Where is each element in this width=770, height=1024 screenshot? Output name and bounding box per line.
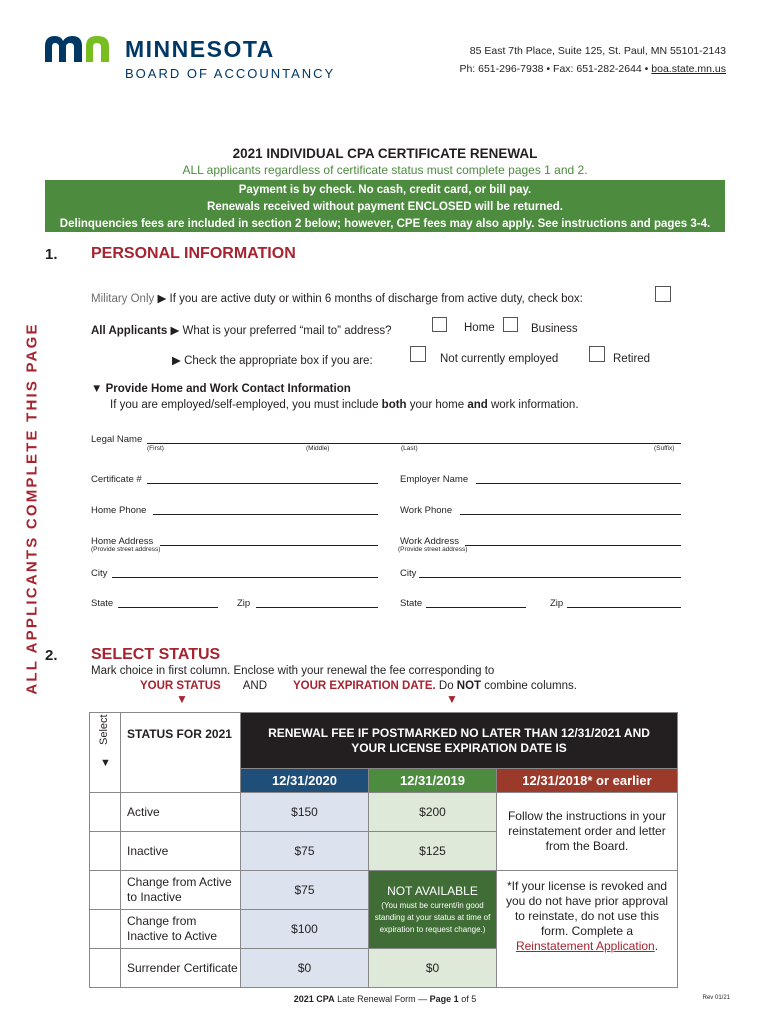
arrow-down-icon: ▼ — [91, 383, 103, 395]
not-label: NOT — [456, 680, 482, 692]
select-cell-active[interactable] — [90, 793, 121, 832]
mailto-question: What is your preferred “mail to” address? — [182, 325, 392, 337]
employer-line[interactable] — [476, 483, 681, 484]
payment-banner — [45, 180, 725, 232]
work-zip-label: Zip — [550, 598, 564, 609]
select-cell-inactive[interactable] — [90, 832, 121, 871]
form-subtitle: ALL applicants regardless of certificate status must complete pages 1 and 2. — [182, 163, 588, 177]
arrow-right-icon: ▶ — [172, 355, 181, 367]
your-expiration-label: YOUR EXPIRATION DATE. — [293, 680, 436, 692]
table-row — [90, 871, 678, 910]
status-header: STATUS FOR 2021 — [121, 713, 241, 793]
arrow-right-icon: ▶ — [170, 325, 180, 337]
military-label: Military Only — [91, 293, 155, 305]
not-available-cell — [369, 871, 497, 949]
work-phone-line[interactable] — [460, 514, 681, 515]
military-row — [91, 291, 583, 305]
your-status-label: YOUR STATUS — [140, 680, 221, 692]
select-cell-change-active[interactable] — [90, 910, 121, 949]
home-label: Home — [464, 322, 495, 334]
arrow-down-icon: ▼ — [446, 692, 458, 706]
contact-note — [110, 399, 579, 411]
fee-cell: $200 — [369, 793, 497, 832]
home-address-line[interactable] — [160, 545, 378, 546]
select-label: Select — [98, 714, 110, 745]
home-city-line[interactable] — [112, 577, 378, 578]
business-checkbox[interactable] — [503, 317, 518, 332]
banner-line: Renewals received without payment ENCLOSED will be returned. — [207, 201, 563, 213]
status-cell: Inactive — [121, 832, 241, 871]
status-cell: Change from Active to Inactive — [121, 871, 241, 910]
status-cell: Active — [121, 793, 241, 832]
select-cell-surrender[interactable] — [90, 949, 121, 988]
form-title: 2021 INDIVIDUAL CPA CERTIFICATE RENEWAL — [232, 146, 538, 161]
footer-page: Page 1 — [429, 994, 459, 1004]
work-address-label: Work Address — [400, 536, 459, 547]
fee-cell: $75 — [241, 832, 369, 871]
middle-hint: (Middle) — [306, 445, 330, 452]
home-state-line[interactable] — [118, 607, 218, 608]
website-link[interactable]: boa.state.mn.us — [651, 63, 726, 75]
table-row — [90, 793, 678, 832]
legal-name-line[interactable] — [147, 443, 681, 444]
status-check-text: Check the appropriate box if you are: — [184, 355, 373, 367]
status-instructions-2 — [140, 680, 577, 692]
retired-label: Retired — [613, 353, 651, 365]
home-street-hint: (Provide street address) — [91, 546, 161, 553]
phone-fax: Ph: 651-296-7938 • Fax: 651-282-2644 • — [459, 63, 652, 75]
section-1-heading: PERSONAL INFORMATION — [91, 245, 296, 262]
and-label: AND — [242, 680, 267, 692]
fee-cell: $150 — [241, 793, 369, 832]
banner-line: Delinquencies fees are included in section 2 below; however, CPE fees may also apply. See instructions and pages 3-4. — [59, 218, 711, 230]
fee-header: RENEWAL FEE IF POSTMARKED NO LATER THAN 12/31/2021 AND YOUR LICENSE EXPIRATION DATE IS — [241, 713, 678, 769]
work-address-line[interactable] — [465, 545, 681, 546]
status-instructions: Mark choice in first column. Enclose with your renewal the fee corresponding to — [91, 665, 495, 677]
contact-note-part: If you are employed/self-employed, you must include — [110, 399, 382, 411]
work-street-hint: (Provide street address) — [398, 546, 468, 553]
retired-checkbox[interactable] — [589, 346, 605, 362]
certificate-label: Certificate # — [91, 474, 142, 485]
sidebar-label: ALL APPLICANTS COMPLETE THIS PAGE — [23, 322, 41, 695]
col-2019-header: 12/31/2019 — [369, 769, 497, 793]
banner-line: Payment is by check. No cash, credit card, or bill pay. — [238, 184, 532, 196]
work-state-line[interactable] — [426, 607, 526, 608]
employer-label: Employer Name — [400, 474, 469, 485]
col-2018-header: 12/31/2018* or earlier — [497, 769, 678, 793]
select-header — [90, 713, 121, 793]
status-cell: Change from Inactive to Active — [121, 910, 241, 949]
work-state-label: State — [400, 598, 423, 609]
section-1-number: 1. — [45, 246, 58, 263]
fee-cell: $125 — [369, 832, 497, 871]
work-city-label: City — [400, 568, 417, 579]
section-2-heading: SELECT STATUS — [91, 646, 221, 663]
contact-note-part: work information. — [487, 399, 579, 411]
home-city-label: City — [91, 568, 108, 579]
org-subtitle: BOARD OF ACCOUNTANCY — [125, 66, 336, 81]
footer-of: of 5 — [458, 994, 477, 1004]
all-applicants-label: All Applicants — [91, 325, 168, 337]
arrow-right-icon: ▶ — [157, 293, 167, 305]
home-zip-label: Zip — [237, 598, 251, 609]
fee-table — [89, 712, 678, 988]
revoked-note — [497, 871, 678, 988]
mailto-row — [91, 323, 392, 337]
certificate-line[interactable] — [147, 483, 378, 484]
fee-cell: $0 — [369, 949, 497, 988]
contact-heading-row — [91, 383, 351, 395]
work-zip-line[interactable] — [567, 607, 681, 608]
board-address: 85 East 7th Place, Suite 125, St. Paul, MN 55101-2143 — [469, 45, 726, 57]
instructions-part: Do — [435, 680, 457, 692]
not-available-label: NOT AVAILABLE — [387, 883, 478, 898]
home-address-label: Home Address — [91, 536, 154, 547]
military-text: If you are active duty or within 6 months of discharge from active duty, check box: — [169, 293, 583, 305]
status-cell: Surrender Certificate — [121, 949, 241, 988]
not-available-note: (You must be current/in good standing at your status at time of expiration to request change.) — [374, 900, 491, 934]
page-footer — [0, 994, 770, 1004]
home-phone-label: Home Phone — [91, 505, 147, 516]
suffix-hint: (Suffix) — [654, 445, 675, 452]
period: . — [654, 939, 659, 953]
section-2-number: 2. — [45, 647, 58, 664]
reinstatement-application-link[interactable]: Reinstatement Application — [515, 939, 655, 953]
contact-note-part: your home — [406, 399, 468, 411]
not-employed-label: Not currently employed — [440, 353, 559, 365]
home-phone-line[interactable] — [153, 514, 378, 515]
revoked-text: *If your license is revoked and you do not have prior approval to reinstate, do not use this form. Complete a — [505, 879, 669, 938]
not-employed-checkbox[interactable] — [410, 346, 426, 362]
reinstatement-note: Follow the instructions in your reinstatement order and letter from the Board. — [497, 793, 678, 871]
home-checkbox[interactable] — [432, 317, 447, 332]
contact-note-both: both — [381, 399, 407, 411]
last-hint: (Last) — [401, 445, 418, 452]
footer-form: 2021 CPA — [293, 994, 335, 1004]
board-contact — [459, 63, 726, 75]
col-2020-header: 12/31/2020 — [241, 769, 369, 793]
legal-name-label: Legal Name — [91, 434, 143, 445]
contact-note-and: and — [467, 399, 488, 411]
arrow-down-icon: ▼ — [100, 757, 111, 769]
first-hint: (First) — [147, 445, 164, 452]
contact-heading: Provide Home and Work Contact Information — [105, 383, 351, 395]
fee-cell: $75 — [241, 871, 369, 910]
revision-label: Rev 01/21 — [702, 995, 730, 1001]
select-cell-change-inactive[interactable] — [90, 871, 121, 910]
business-label: Business — [531, 323, 578, 335]
work-city-line[interactable] — [419, 577, 681, 578]
home-state-label: State — [91, 598, 114, 609]
military-checkbox[interactable] — [655, 286, 671, 302]
mn-logo-icon — [43, 32, 113, 64]
arrow-down-icon: ▼ — [176, 692, 188, 706]
home-zip-line[interactable] — [256, 607, 378, 608]
fee-cell: $100 — [241, 910, 369, 949]
status-check-row — [172, 353, 373, 367]
work-phone-label: Work Phone — [400, 505, 453, 516]
org-name: MINNESOTA — [125, 36, 275, 62]
instructions-part: combine columns. — [481, 680, 577, 692]
footer-rest: Late Renewal Form — — [334, 994, 430, 1004]
fee-cell: $0 — [241, 949, 369, 988]
